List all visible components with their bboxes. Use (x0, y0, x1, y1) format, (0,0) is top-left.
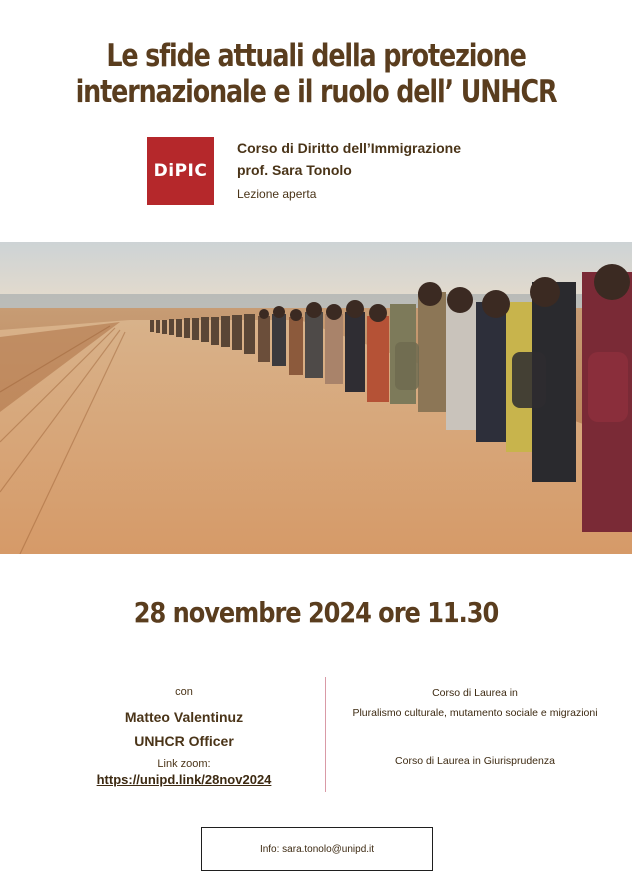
speaker-name: Matteo Valentinuz (124, 709, 244, 725)
course-name: Corso di Diritto dell’Immigrazione (237, 140, 462, 156)
logo-text: DiPIC (153, 161, 208, 181)
course-type: Lezione aperta (237, 187, 317, 201)
zoom-label: Link zoom: (157, 758, 211, 770)
event-date: 28 novembre 2024 ore 11.30 (133, 596, 499, 629)
people-walking-desert-photo (0, 242, 632, 554)
column-divider (325, 677, 326, 792)
zoom-link[interactable]: https://unipd.link/28nov2024 (96, 772, 272, 787)
program-1-line-2: Pluralismo culturale, mutamento sociale e migrazioni (352, 707, 598, 719)
course-professor: prof. Sara Tonolo (237, 162, 352, 178)
program-2: Corso di Laurea in Giurisprudenza (395, 755, 555, 767)
info-email: Info: sara.tonolo@unipd.it (259, 843, 375, 855)
speaker-section (64, 683, 304, 789)
info-box (201, 827, 433, 871)
speaker-intro: con (175, 686, 193, 698)
program-1-line-1: Corso di Laurea in (432, 687, 518, 699)
title-line-2: internazionale e il ruolo dell’ UNHCR (75, 74, 557, 110)
page-title (57, 38, 575, 110)
programs-section (330, 683, 620, 771)
speaker-role: UNHCR Officer (134, 733, 234, 749)
dipic-logo (147, 137, 214, 205)
title-line-1: Le sfide attuali della protezione (106, 38, 526, 74)
course-info (237, 137, 461, 205)
